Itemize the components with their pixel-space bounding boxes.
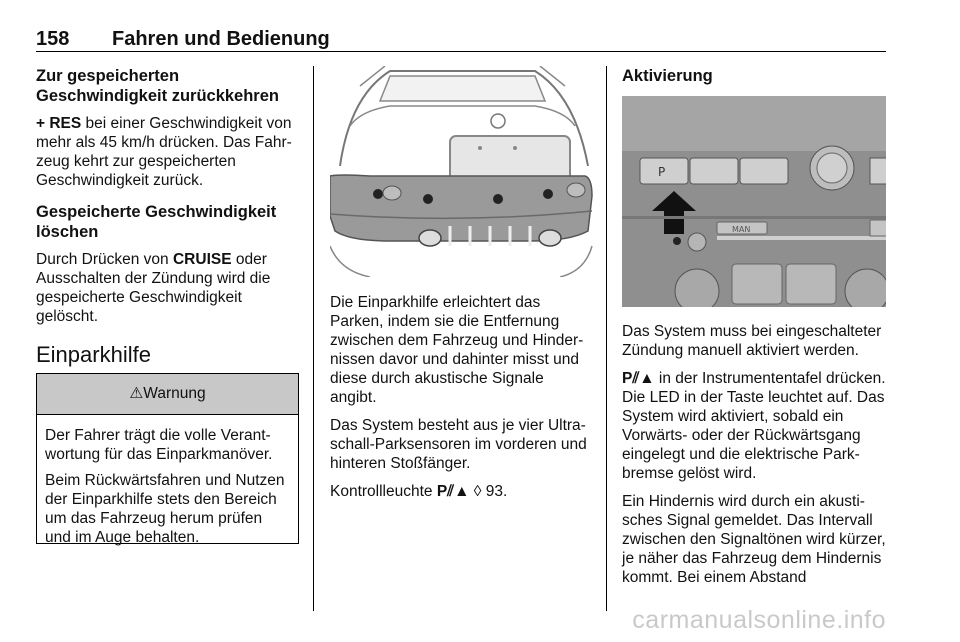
svg-text:P: P (658, 165, 666, 179)
column-left (36, 66, 301, 335)
paragraph-resume (36, 114, 301, 190)
watermark: carmanualsonline.info (632, 606, 886, 634)
rear-bumper-illustration (330, 66, 595, 277)
paragraph-delete (36, 250, 301, 326)
column-divider (606, 66, 607, 611)
warning-title: Warnung (143, 385, 206, 402)
column-divider (313, 66, 314, 611)
subheading-delete: Gespeicherte Geschwindigkeit löschen (36, 203, 277, 241)
paragraph-manual: Das System muss bei eingeschalteter Zündung manuell aktiviert werden. (622, 323, 882, 359)
page-number: 158 (36, 28, 70, 50)
column-middle (330, 293, 593, 510)
column-right (622, 322, 888, 596)
warning-text-1: Der Fahrer trägt die volle Verant- wortung für das Einparkmanöver. (45, 427, 273, 463)
parking-assist-symbol-icon: P⫽▲ (436, 483, 470, 500)
paragraph-press-button-text: in der Instrumententafel drücken. Die LED in der Taste leuchtet auf. Das System wird aktiviert, sobald ein Vorwärts- oder der Rückwärtsgang eingelegt und die elektrische Park- bremse gelöst wird. (622, 370, 886, 482)
paragraph-resume-text: bei einer Geschwindigkeit von mehr als 45 km/h drücken. Das Fahr- zeug kehrt zur gespeicherten Geschwindigkeit zurück. (36, 115, 292, 189)
warning-text-2: Beim Rückwärtsfahren und Nutzen der Einparkhilfe stets den Bereich um das Fahrzeug herum prüfen und im Auge behalten. (45, 472, 285, 546)
page-reference: ◊ 93. (469, 483, 508, 500)
warning-box (36, 373, 299, 544)
paragraph-indicator-pre: Kontrollleuchte (330, 483, 437, 500)
cruise-key-label: CRUISE (172, 251, 232, 268)
paragraph-signal: Ein Hindernis wird durch ein akusti- sches Signal gemeldet. Das Intervall zwischen den Signaltönen wird kürzer, je näher das Fahrzeug dem Hindernis kommt. Bei einem Abstand (622, 493, 886, 586)
warning-header (37, 374, 298, 415)
parking-assist-button-icon: P⫽▲ (622, 370, 655, 387)
paragraph-intro: Die Einparkhilfe erleichtert das Parken, indem sie die Entfernung zwischen dem Fahrzeug und Hinder- nissen davor und dahinter misst und diese durch akustische Signale angibt. (330, 294, 584, 406)
subheading-activation: Aktivierung (622, 67, 713, 85)
subheading-resume: Zur gespeicherten Geschwindigkeit zurückkehren (36, 67, 279, 105)
paragraph-delete-pre: Durch Drücken von (36, 251, 173, 268)
panel-man-label: MAN (732, 225, 751, 234)
running-header-title: Fahren und Bedienung (112, 28, 330, 50)
section-title: Einparkhilfe (36, 342, 151, 367)
paragraph-sensors: Das System besteht aus je vier Ultra- schall-Parksensoren im vorderen und hinteren Stoßfänger. (330, 417, 587, 472)
res-key-label: + RES (36, 115, 82, 132)
warning-body (37, 415, 298, 547)
paragraph-indicator (330, 482, 593, 501)
warning-icon: ⚠ (129, 385, 144, 402)
header-rule (36, 51, 886, 52)
paragraph-press-button (622, 369, 888, 483)
instrument-panel-illustration (622, 96, 886, 307)
paragraph-delete-post: oder Ausschalten der Zündung wird die gespeicherte Geschwindigkeit gelöscht. (36, 251, 271, 325)
